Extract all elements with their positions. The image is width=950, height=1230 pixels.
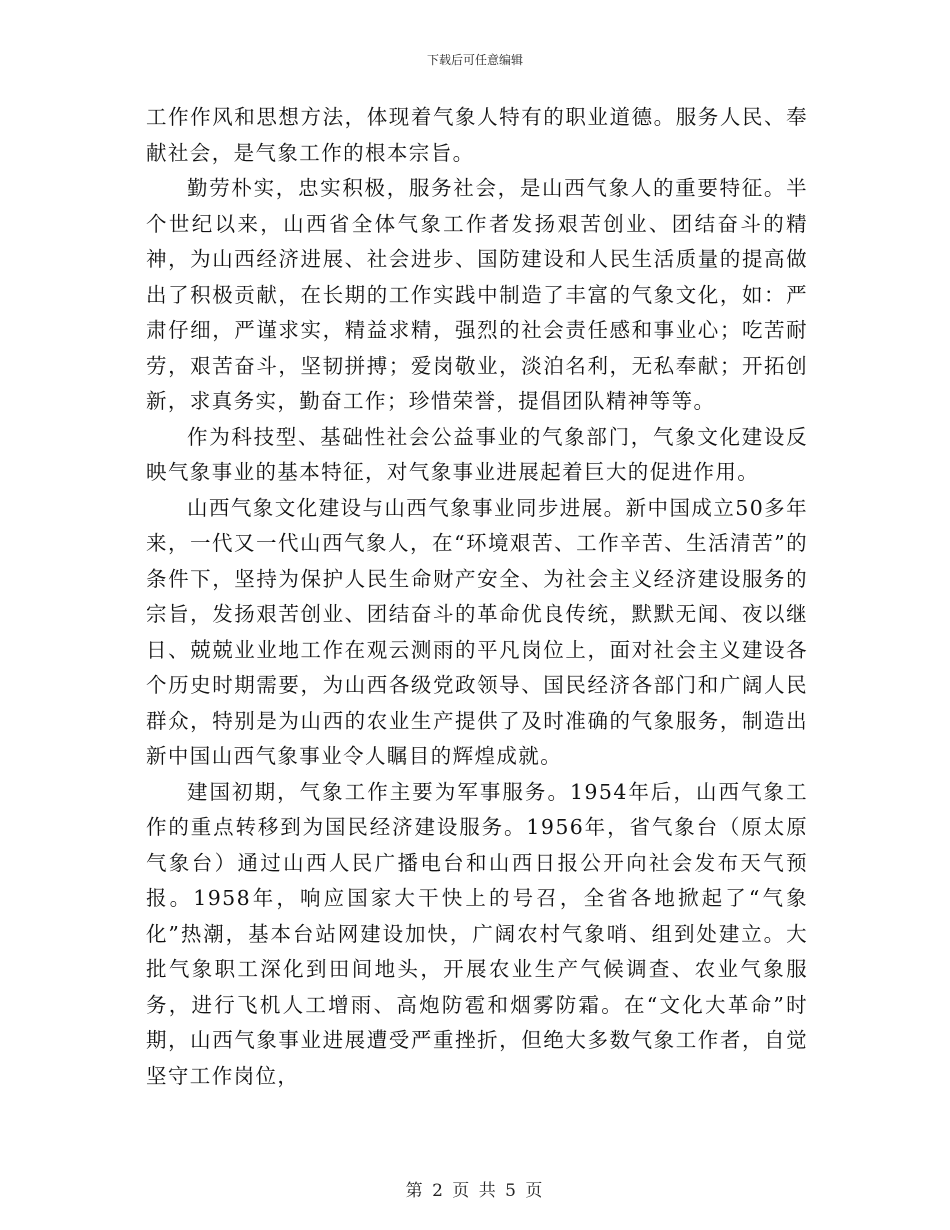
paragraph: 勤劳朴实，忠实积极，服务社会，是山西气象人的重要特征。半个世纪以来，山西省全体气象工作者发扬艰苦创业、团结奋斗的精神，为山西经济进展、社会进步、国防建设和人民生活质量的提高做出了积极贡献，在长期的工作实践中制造了丰富的气象文化，如：严肃仔细，严谨求实，精益求精，强烈的社会责任感和事业心；吃苦耐劳，艰苦奋斗，坚韧拼搏；爱岗敬业，淡泊名利，无私奉献；开拓创新，求真务实，勤奋工作；珍惜荣誉，提倡团队精神等等。 — [146, 176, 808, 413]
page-number-footer: 第 2 页 共 5 页 — [405, 1181, 545, 1201]
body-text — [146, 100, 808, 1094]
paragraph: 山西气象文化建设与山西气象事业同步进展。新中国成立50多年来，一代又一代山西气象人，在“环境艰苦、工作辛苦、生活清苦”的条件下，坚持为保护人民生命财产安全、为社会主义经济建设服务的宗旨，发扬艰苦创业、团结奋斗的革命优良传统，默默无闻、夜以继日、兢兢业业地工作在观云测雨的平凡岗位上，面对社会主义建设各个历史时期需要，为山西各级党政领导、国民经济各部门和广阔人民群众，特别是为山西的农业生产提供了及时准确的气象服务，制造出新中国山西气象事业令人瞩目的辉煌成就。 — [146, 495, 808, 768]
page-header-note: 下载后可任意编辑 — [426, 53, 523, 67]
paragraph: 作为科技型、基础性社会公益事业的气象部门，气象文化建设反映气象事业的基本特征，对气象事业进展起着巨大的促进作用。 — [146, 424, 808, 484]
paragraph-continuation: 工作作风和思想方法，体现着气象人特有的职业道德。服务人民、奉献社会，是气象工作的根本宗旨。 — [146, 105, 808, 165]
paragraph: 建国初期，气象工作主要为军事服务。1954年后，山西气象工作的重点转移到为国民经济建设服务。1956年，省气象台（原太原气象台）通过山西人民广播电台和山西日报公开向社会发布天气预报。1958年，响应国家大干快上的号召，全省各地掀起了“气象化”热潮，基本台站网建设加快，广阔农村气象哨、组到处建立。大批气象职工深化到田间地头，开展农业生产气候调查、农业气象服务，进行飞机人工增雨、高炮防雹和烟雾防霜。在“文化大革命”时期，山西气象事业进展遭受严重挫折，但绝大多数气象工作者，自觉坚守工作岗位， — [146, 779, 808, 1088]
